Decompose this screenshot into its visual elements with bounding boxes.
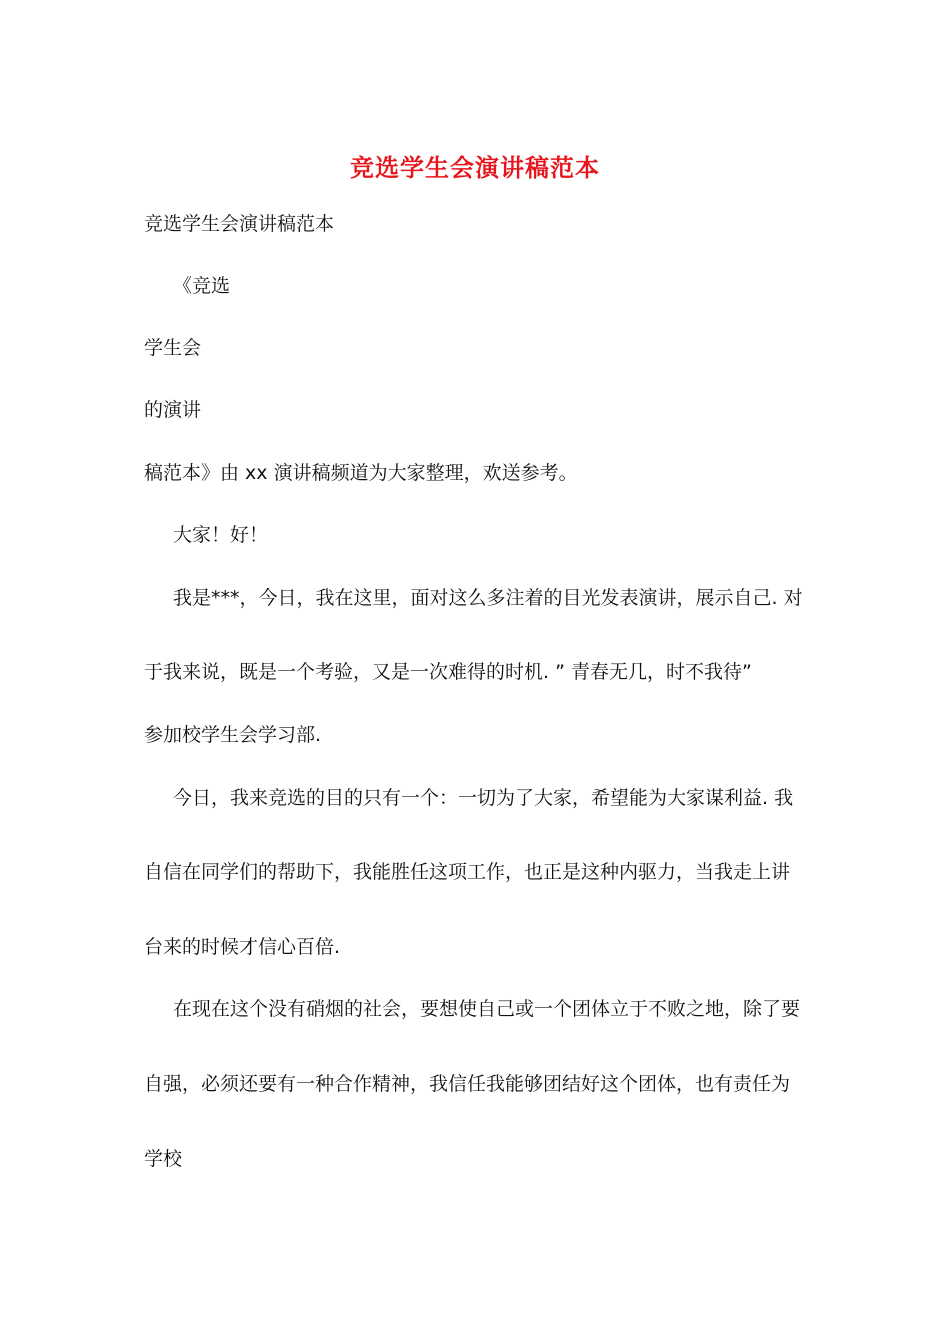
paragraph-line: 在现在这个没有硝烟的社会，要想使自己或一个团体立于不败之地，除了要 [173, 998, 801, 1020]
greeting-line: 大家！好！ [173, 524, 269, 546]
paragraph-line: 自强，必须还要有一种合作精神，我信任我能够团结好这个团体，也有责任为 [144, 1073, 791, 1095]
paragraph-line: 我是***，今日，我在这里，面对这么多注着的目光发表演讲，展示自己. 对 [173, 587, 803, 609]
subtitle-line: 竞选学生会演讲稿范本 [144, 213, 335, 235]
paragraph-line: 于我来说，既是一个考验，又是一次难得的时机. ” 青春无几，时不我待” [144, 661, 752, 683]
paragraph-line: 稿范本》由 xx 演讲稿频道为大家整理，欢送参考。 [144, 462, 578, 484]
paragraph-line: 今日，我来竞选的目的只有一个：一切为了大家，希望能为大家谋利益. 我 [173, 787, 794, 809]
paragraph-line: 自信在同学们的帮助下，我能胜任这项工作，也正是这种内驱力，当我走上讲 [144, 861, 791, 883]
paragraph-line: 学生会 [144, 337, 202, 359]
paragraph-line: 的演讲 [144, 399, 202, 421]
paragraph-line: 台来的时候才信心百倍. [144, 936, 341, 958]
paragraph-line: 学校 [144, 1148, 183, 1170]
paragraph-line: 参加校学生会学习部. [144, 724, 322, 746]
paragraph-line: 《竞选 [173, 275, 231, 297]
document-title: 竞选学生会演讲稿范本 [350, 153, 600, 182]
